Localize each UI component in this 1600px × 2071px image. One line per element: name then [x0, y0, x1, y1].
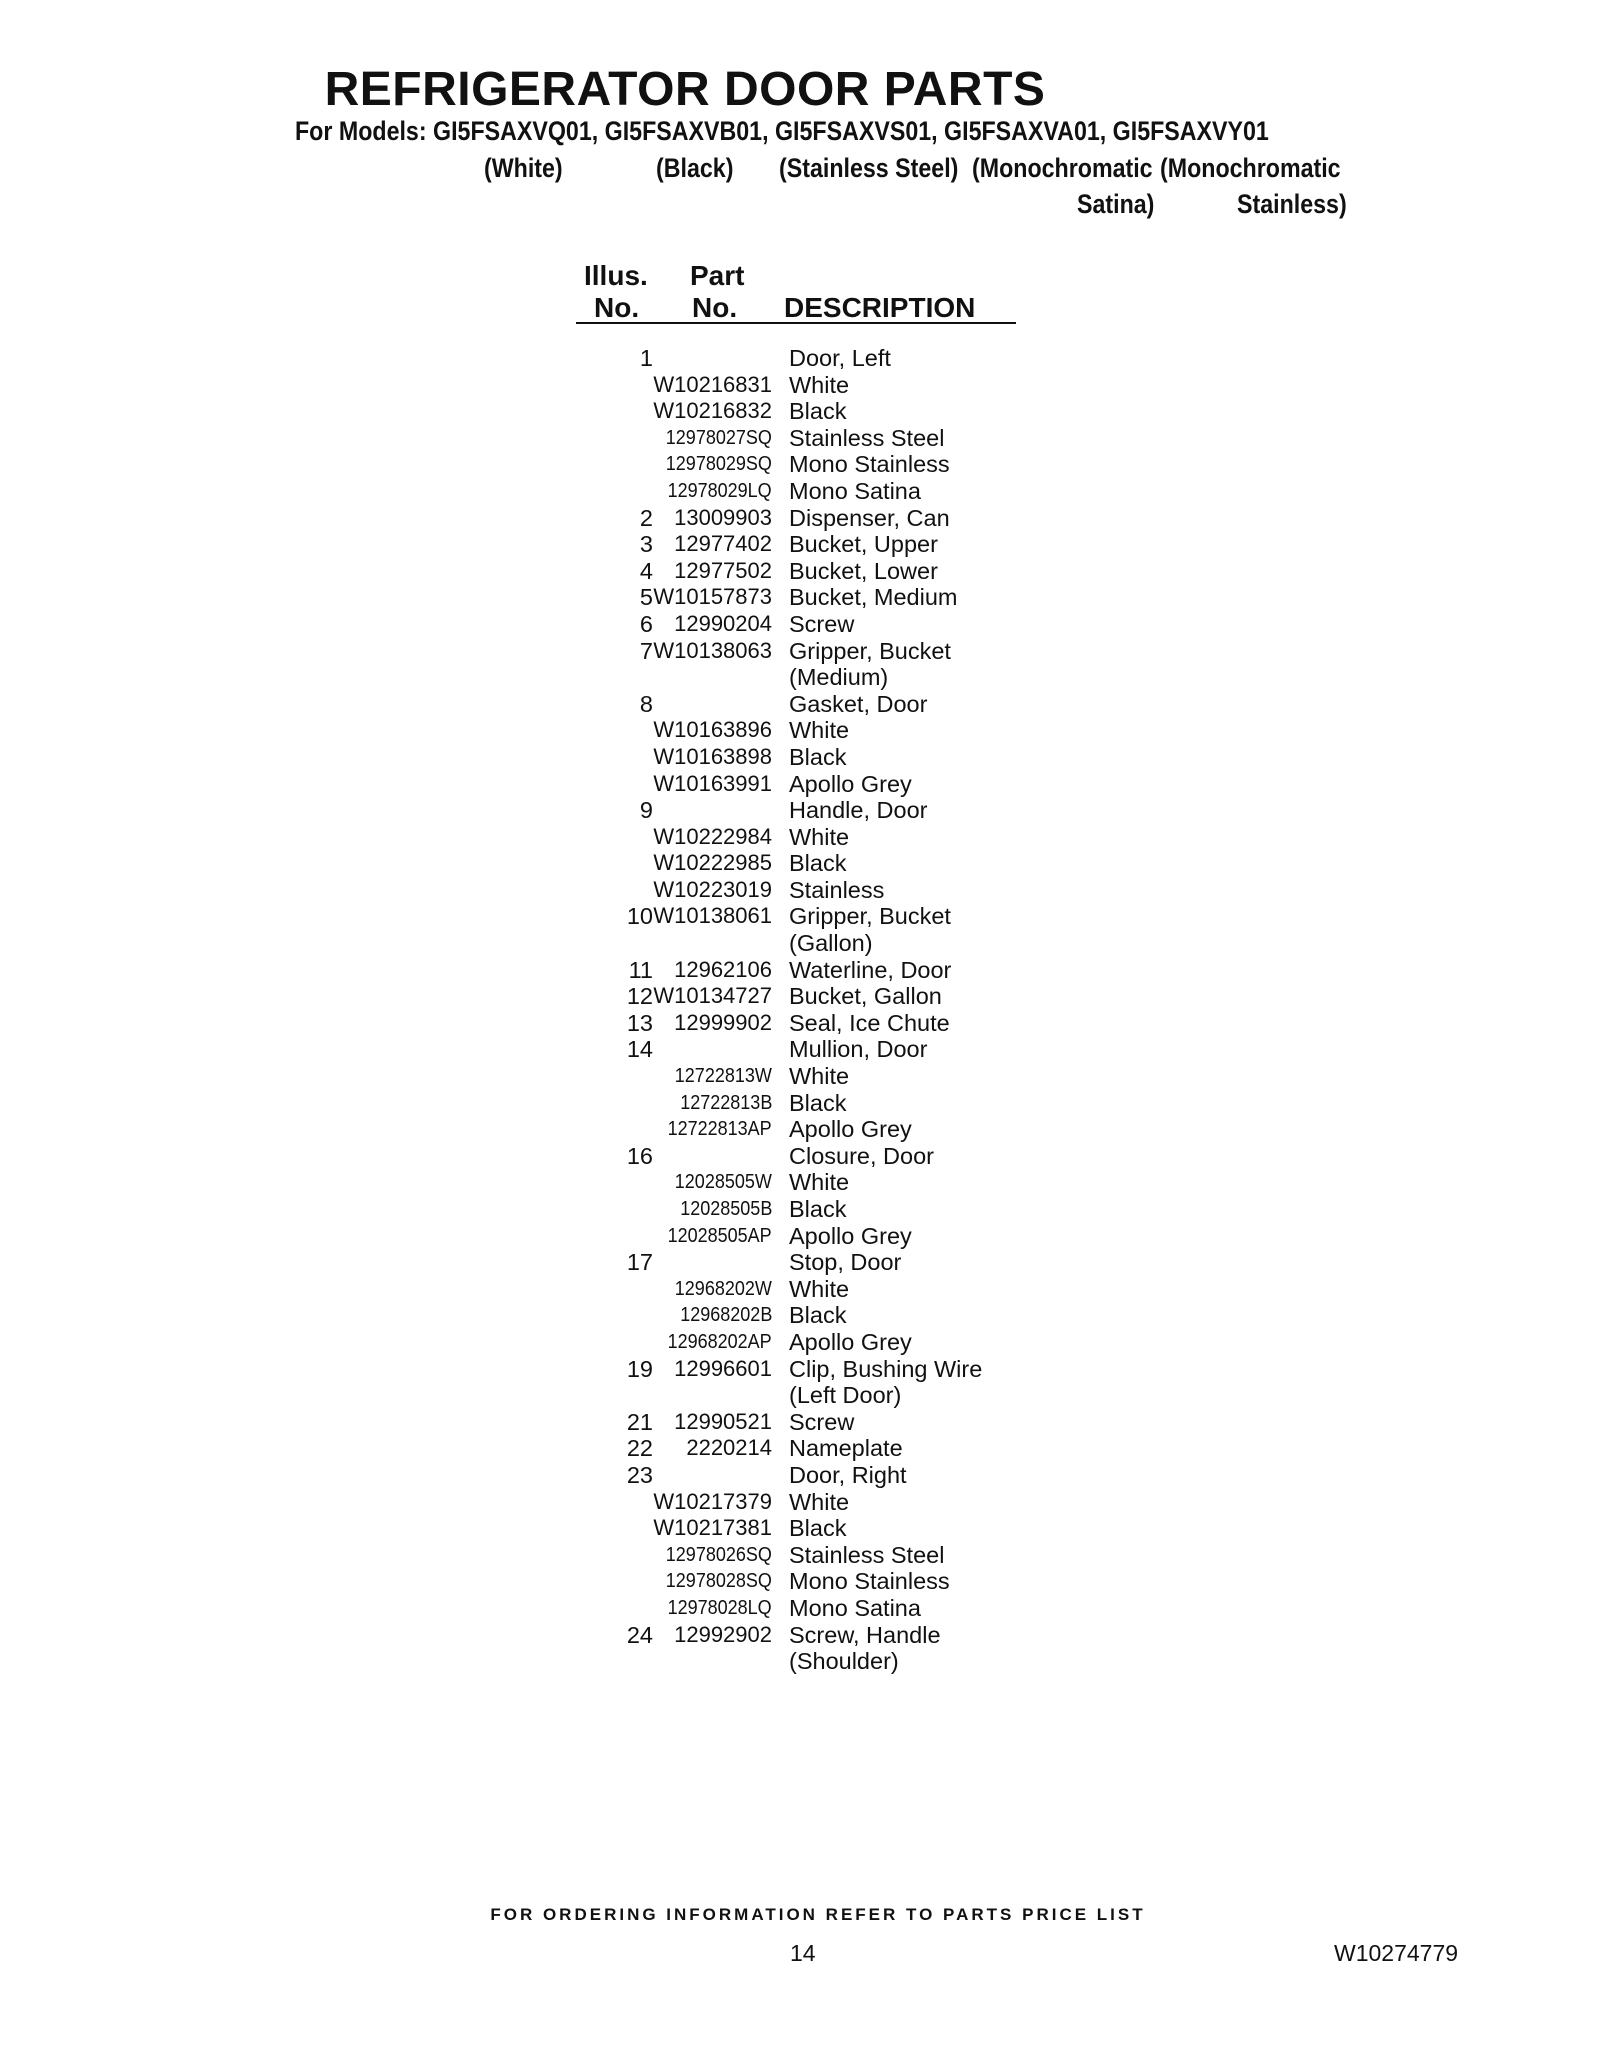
part-description: Seal, Ice Chute: [789, 1009, 950, 1036]
part-description: Gripper, Bucket: [789, 637, 951, 664]
table-row: [560, 1542, 1080, 1569]
part-number: W10222984: [653, 823, 772, 849]
variant-mono-stainless-line1: (Monochromatic: [1160, 153, 1341, 183]
table-row: [560, 1276, 1080, 1303]
part-description: Screw, Handle: [789, 1621, 941, 1648]
table-row: [560, 1462, 1080, 1489]
part-number: 12028505B: [679, 1198, 772, 1220]
part-description: Waterline, Door: [789, 956, 952, 983]
illus-number: 14: [626, 1036, 653, 1063]
part-description: Nameplate: [789, 1435, 903, 1462]
table-row: [560, 1302, 1080, 1329]
part-number: W10222985: [653, 850, 772, 876]
part-number: 12028505AP: [667, 1224, 772, 1247]
table-row: [560, 1595, 1080, 1622]
part-description: Mullion, Door: [789, 1036, 928, 1063]
part-description: Gripper, Bucket: [789, 903, 951, 930]
col-header-part-line2: No.: [692, 292, 738, 323]
part-description: Mono Satina: [789, 1594, 921, 1621]
part-description: Mono Satina: [789, 477, 921, 504]
part-description: Apollo Grey: [789, 1328, 912, 1355]
variant-stainless: (Stainless Steel): [779, 153, 959, 183]
table-row: [560, 983, 1080, 1010]
part-description: White: [789, 1169, 850, 1196]
part-number: W10163896: [653, 717, 772, 743]
table-row: [560, 1196, 1080, 1223]
table-row: [560, 957, 1080, 984]
part-description: Stainless Steel: [789, 1541, 945, 1568]
part-description: Door, Right: [789, 1461, 907, 1488]
illus-number: 1: [639, 345, 653, 371]
illus-number: 7: [639, 637, 653, 664]
table-row: [560, 1568, 1080, 1595]
table-row: [560, 584, 1080, 611]
part-description: White: [789, 1063, 850, 1090]
part-number: 12968202W: [674, 1277, 772, 1300]
part-description: Black: [789, 1515, 847, 1542]
part-number: 12977502: [674, 557, 772, 583]
illus-number: 5: [639, 584, 653, 611]
part-number: W10217381: [653, 1515, 772, 1541]
part-number: 12968202B: [679, 1304, 772, 1327]
part-description: Screw: [789, 1408, 855, 1435]
part-number: W10216832: [653, 398, 772, 424]
part-number: W10163991: [653, 770, 772, 796]
part-description: White: [789, 1275, 850, 1302]
table-row: [560, 717, 1080, 744]
part-description: White: [789, 823, 850, 850]
illus-number: 3: [639, 531, 653, 558]
part-description: Gasket, Door: [789, 690, 928, 717]
part-number: 12962106: [674, 956, 772, 982]
table-row: [560, 1515, 1080, 1542]
table-row: [560, 1063, 1080, 1090]
part-description: White: [789, 717, 850, 744]
part-description: White: [789, 1488, 850, 1515]
part-description: Handle, Door: [789, 797, 928, 824]
part-description: (Gallon): [789, 930, 873, 957]
table-row: [560, 664, 1080, 691]
table-row: [560, 1090, 1080, 1117]
part-description: Apollo Grey: [789, 1222, 912, 1249]
table-row: [560, 797, 1080, 824]
part-description: Bucket, Lower: [789, 557, 938, 584]
part-description: White: [789, 371, 850, 398]
part-description: Mono Stainless: [789, 451, 950, 478]
page-number: 14: [790, 1940, 816, 1966]
part-description: Dispenser, Can: [789, 504, 950, 531]
part-number: 12978026SQ: [665, 1543, 772, 1566]
part-number: 2220214: [686, 1435, 772, 1461]
part-number: 13009903: [674, 504, 772, 530]
part-number: 12978029LQ: [667, 479, 772, 502]
illus-number: 22: [626, 1435, 653, 1462]
table-row: [560, 850, 1080, 877]
table-row: [560, 1356, 1080, 1383]
part-description: Mono Stainless: [789, 1568, 950, 1595]
variant-mono-satina-line1: (Monochromatic: [972, 153, 1153, 183]
part-number: 12990521: [674, 1408, 772, 1434]
part-number: W10134727: [653, 983, 772, 1009]
illus-number: 8: [639, 690, 653, 717]
page-title: REFRIGERATOR DOOR PARTS: [324, 63, 1046, 116]
part-description: Door, Left: [789, 345, 891, 371]
part-description: Clip, Bushing Wire: [789, 1355, 983, 1382]
part-number: W10138061: [653, 903, 772, 929]
part-description: Black: [789, 850, 847, 877]
part-number: 12968202AP: [667, 1330, 772, 1353]
part-description: Screw: [789, 610, 855, 637]
part-number: 12028505W: [674, 1171, 772, 1194]
variant-white: (White): [484, 153, 563, 183]
part-description: Bucket, Gallon: [789, 983, 942, 1010]
illus-number: 19: [626, 1355, 653, 1382]
part-number: 12978029SQ: [665, 453, 772, 476]
part-description: Black: [789, 1302, 847, 1329]
part-description: Stainless: [789, 876, 885, 903]
table-row: [560, 1382, 1080, 1409]
table-row: [560, 930, 1080, 957]
illus-number: 4: [639, 557, 653, 584]
part-description: Black: [789, 1089, 847, 1116]
part-number: 12992902: [674, 1621, 772, 1647]
part-description: Closure, Door: [789, 1142, 934, 1169]
table-row: [560, 505, 1080, 532]
illus-number: 23: [626, 1461, 653, 1488]
table-row: [560, 1116, 1080, 1143]
variant-black: (Black): [656, 153, 734, 183]
table-row: [560, 1169, 1080, 1196]
col-header-description: DESCRIPTION: [784, 292, 976, 323]
table-row: [560, 771, 1080, 798]
part-number: 12978028SQ: [665, 1570, 772, 1593]
part-description: Black: [789, 743, 847, 770]
part-number: 12977402: [674, 531, 772, 557]
col-header-part-line1: Part: [690, 260, 745, 291]
table-row: [560, 824, 1080, 851]
table-row: [560, 1223, 1080, 1250]
part-description: (Shoulder): [789, 1648, 899, 1675]
table-row: [560, 691, 1080, 718]
table-row: [560, 1489, 1080, 1516]
part-number: W10217379: [653, 1488, 772, 1514]
part-number: 12722813W: [674, 1065, 772, 1088]
part-number: 12722813AP: [667, 1118, 772, 1141]
col-header-illus-line2: No.: [594, 292, 640, 323]
table-row: [560, 1648, 1080, 1675]
part-number: W10138063: [653, 637, 772, 663]
part-description: Black: [789, 398, 847, 425]
parts-list: [560, 345, 1080, 1675]
part-number: W10223019: [653, 876, 772, 902]
table-row: [560, 425, 1080, 452]
table-row: [560, 558, 1080, 585]
part-description: Stop, Door: [789, 1249, 902, 1276]
table-row: [560, 1435, 1080, 1462]
illus-number: 10: [626, 903, 653, 930]
part-description: Bucket, Upper: [789, 531, 938, 558]
part-description: Black: [789, 1196, 847, 1222]
table-row: [560, 1622, 1080, 1649]
table-row: [560, 451, 1080, 478]
table-row: [560, 1143, 1080, 1170]
table-row: [560, 1409, 1080, 1436]
illus-number: 21: [626, 1408, 653, 1435]
part-number: 12990204: [674, 610, 772, 636]
illus-number: 2: [639, 504, 653, 531]
illus-number: 13: [626, 1009, 653, 1036]
table-row: [560, 398, 1080, 425]
variant-mono-stainless-line2: Stainless): [1237, 189, 1347, 219]
illus-number: 16: [626, 1142, 653, 1169]
table-row: [560, 531, 1080, 558]
part-number: 12978028LQ: [667, 1596, 772, 1619]
table-row: [560, 1010, 1080, 1037]
ordering-note: FOR ORDERING INFORMATION REFER TO PARTS PRICE LIST: [490, 1905, 1146, 1924]
illus-number: 24: [626, 1621, 653, 1648]
col-header-illus-line1: Illus.: [584, 260, 648, 291]
part-number: 12978027SQ: [665, 426, 772, 449]
part-description: Apollo Grey: [789, 1116, 912, 1143]
table-row: [560, 903, 1080, 930]
models-line: For Models: GI5FSAXVQ01, GI5FSAXVB01, GI5FSAXVS01, GI5FSAXVA01, GI5FSAXVY01: [295, 116, 1269, 146]
part-description: Bucket, Medium: [789, 584, 958, 611]
table-row: [560, 1329, 1080, 1356]
table-row: [560, 478, 1080, 505]
illus-number: 17: [626, 1249, 653, 1276]
part-description: (Medium): [789, 664, 889, 691]
illus-number: 9: [639, 797, 653, 824]
table-row: [560, 1249, 1080, 1276]
table-row: [560, 1036, 1080, 1063]
part-description: Stainless Steel: [789, 424, 945, 451]
variant-mono-satina-line2: Satina): [1077, 189, 1155, 219]
part-number: 12722813B: [679, 1091, 772, 1114]
part-number: W10157873: [653, 584, 772, 610]
document-number: W10274779: [1334, 1940, 1459, 1966]
table-row: [560, 877, 1080, 904]
illus-number: 11: [628, 956, 653, 983]
illus-number: 12: [626, 983, 653, 1010]
table-row: [560, 638, 1080, 665]
header-rule: [576, 322, 1016, 324]
table-row: [560, 345, 1080, 372]
illus-number: 6: [639, 610, 653, 637]
table-row: [560, 372, 1080, 399]
table-row: [560, 744, 1080, 771]
part-description: Apollo Grey: [789, 770, 912, 797]
table-row: [560, 611, 1080, 638]
part-number: W10216831: [653, 371, 772, 397]
part-number: 12999902: [674, 1009, 772, 1035]
part-number: 12996601: [674, 1355, 772, 1381]
part-number: W10163898: [653, 743, 772, 769]
part-description: (Left Door): [789, 1382, 902, 1409]
